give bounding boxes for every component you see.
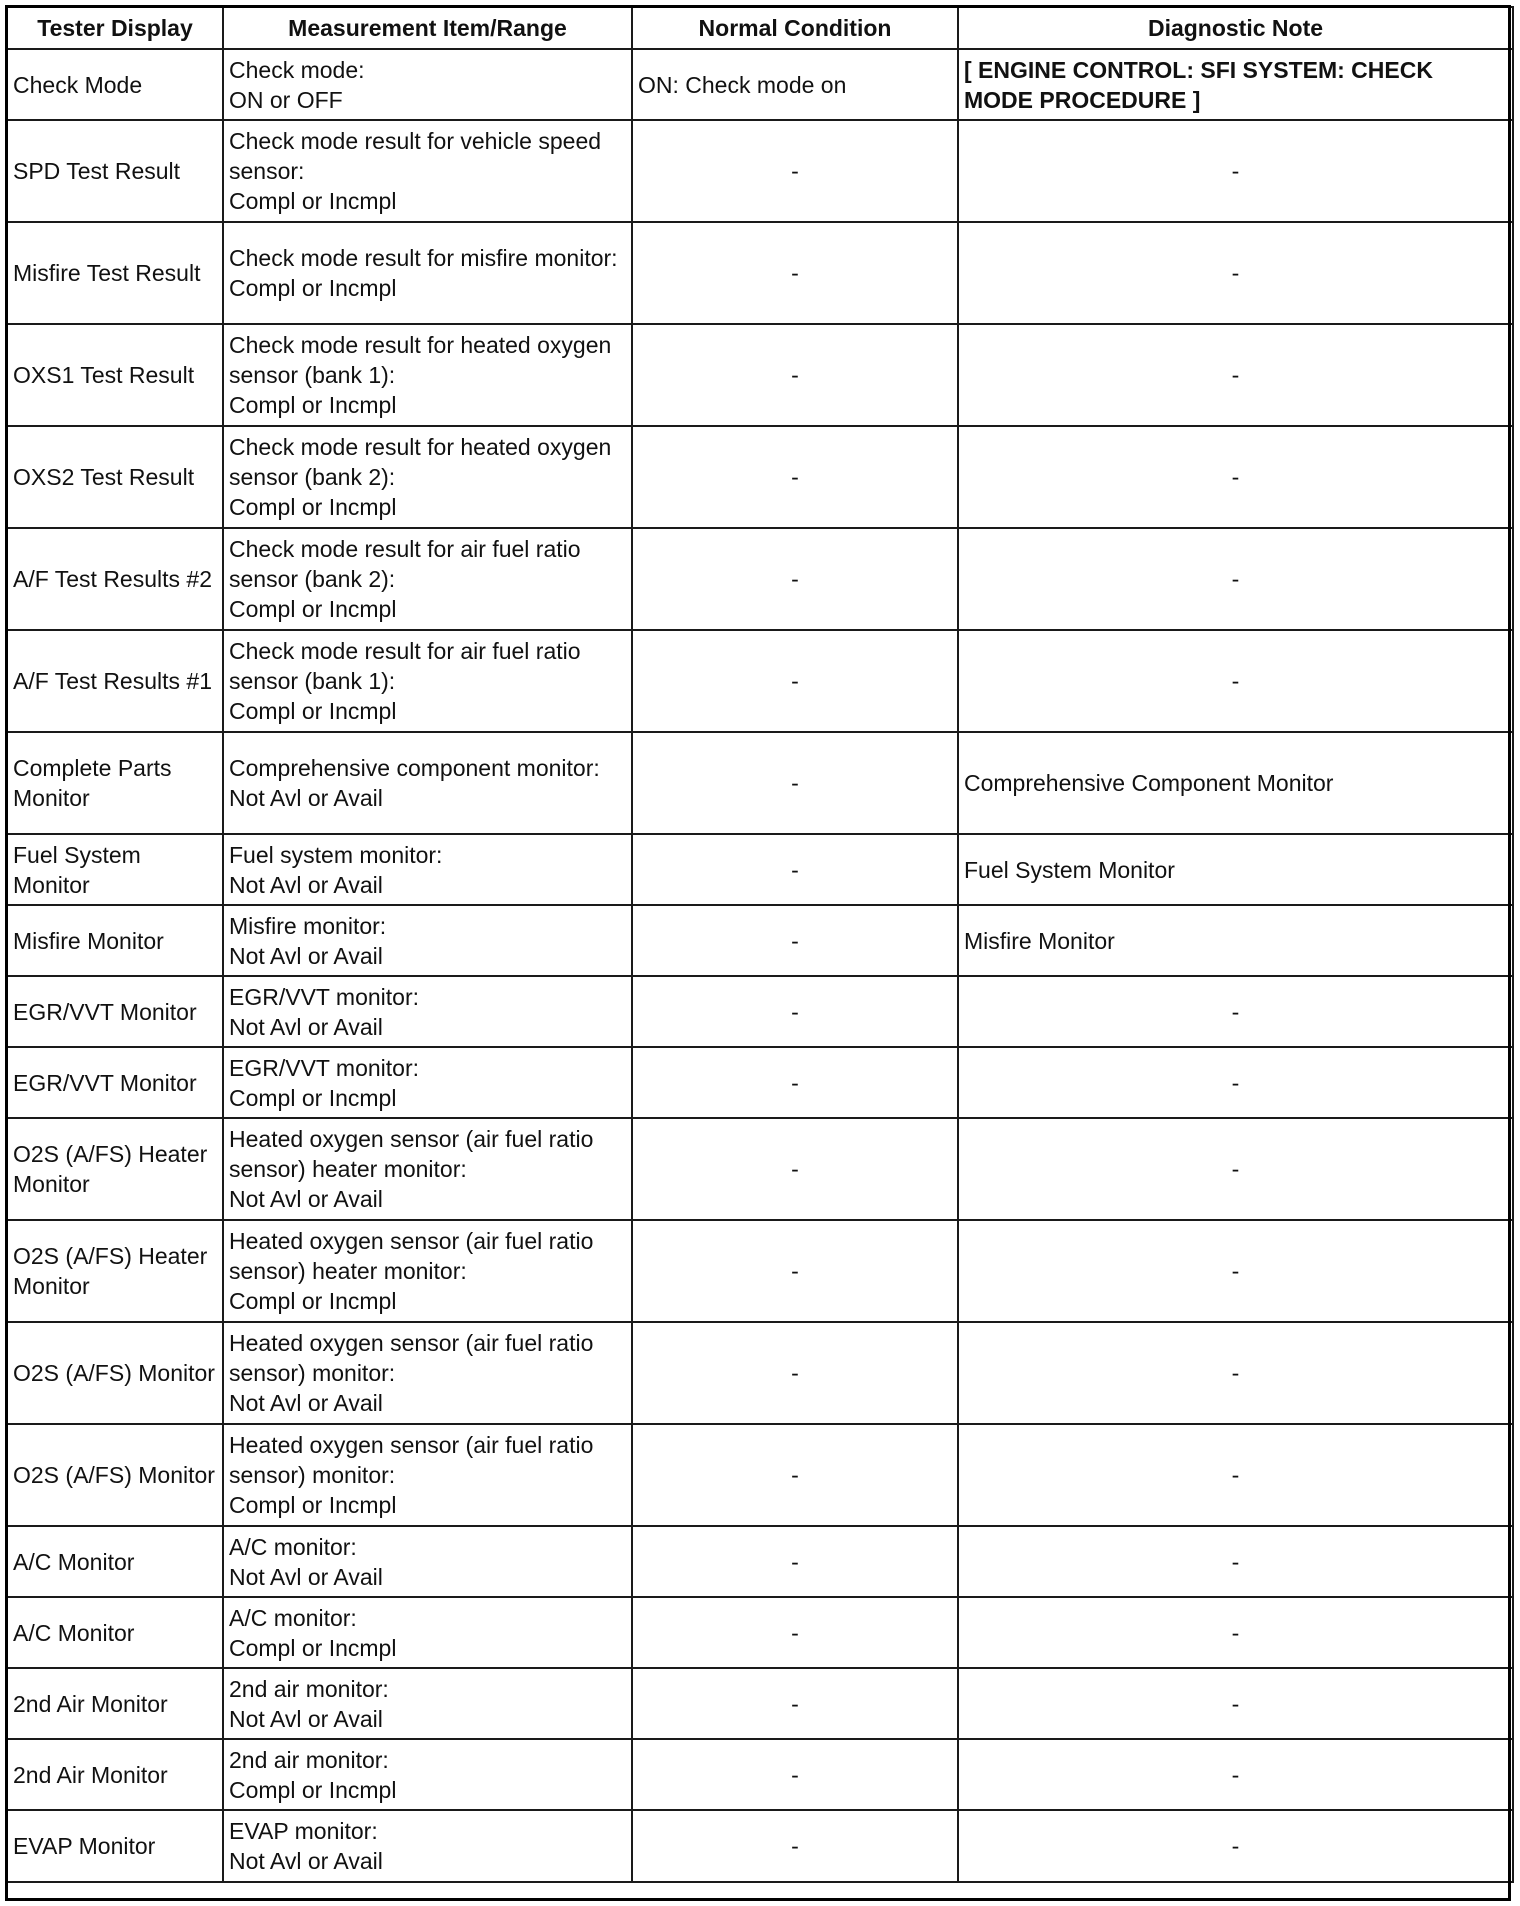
measurement-item-cell: EGR/VVT monitor: Not Avl or Avail [223,976,632,1047]
tester-display-cell: Misfire Test Result [7,222,223,324]
measurement-item-cell: Check mode result for vehicle speed sensor: Compl or Incmpl [223,120,632,222]
table-row [7,222,1513,324]
tester-display-cell: Misfire Monitor [7,905,223,976]
tester-display-cell: A/C Monitor [7,1597,223,1668]
table-row [7,976,1513,1047]
tester-display-cell: Complete Parts Monitor [7,732,223,834]
normal-condition-cell: - [632,1424,958,1526]
header-normal-condition: Normal Condition [632,7,958,49]
diagnostic-note-cell: - [958,1810,1513,1882]
measurement-item-cell: EGR/VVT monitor: Compl or Incmpl [223,1047,632,1118]
measurement-item-cell: Comprehensive component monitor: Not Avl or Avail [223,732,632,834]
table-row [7,1597,1513,1668]
measurement-item-cell: Check mode result for heated oxygen sensor (bank 2): Compl or Incmpl [223,426,632,528]
normal-condition-cell: - [632,976,958,1047]
tester-display-cell: 2nd Air Monitor [7,1668,223,1739]
measurement-item-cell: A/C monitor: Not Avl or Avail [223,1526,632,1597]
measurement-item-cell: EVAP monitor: Not Avl or Avail [223,1810,632,1882]
tester-display-cell: Fuel System Monitor [7,834,223,905]
measurement-item-cell: Misfire monitor: Not Avl or Avail [223,905,632,976]
tester-display-cell: OXS1 Test Result [7,324,223,426]
tester-display-cell: A/F Test Results #2 [7,528,223,630]
normal-condition-cell: - [632,324,958,426]
measurement-item-cell: Heated oxygen sensor (air fuel ratio sensor) heater monitor: Compl or Incmpl [223,1220,632,1322]
diagnostic-note-cell: - [958,1047,1513,1118]
diagnostic-note-cell: - [958,1668,1513,1739]
diagnostic-note-cell: - [958,1118,1513,1220]
normal-condition-cell: - [632,1810,958,1882]
tester-display-cell: A/F Test Results #1 [7,630,223,732]
header-diagnostic-note: Diagnostic Note [958,7,1513,49]
normal-condition-cell: - [632,732,958,834]
diagnostic-note-cell: - [958,324,1513,426]
diagnostic-note-cell: - [958,976,1513,1047]
header-row [7,7,1513,49]
diagnostic-note-cell: - [958,1322,1513,1424]
tester-display-cell: O2S (A/FS) Monitor [7,1424,223,1526]
table-row [7,1322,1513,1424]
normal-condition-cell: - [632,1526,958,1597]
diagnostic-note-cell: - [958,1220,1513,1322]
measurement-item-cell: Fuel system monitor: Not Avl or Avail [223,834,632,905]
diagnostic-note-cell: - [958,120,1513,222]
table-row [7,630,1513,732]
measurement-item-cell: Heated oxygen sensor (air fuel ratio sensor) monitor: Compl or Incmpl [223,1424,632,1526]
diagnostic-note-cell: - [958,222,1513,324]
diagnostic-note-cell: Misfire Monitor [958,905,1513,976]
header-measurement-item: Measurement Item/Range [223,7,632,49]
table-row [7,1118,1513,1220]
measurement-item-cell: Heated oxygen sensor (air fuel ratio sensor) monitor: Not Avl or Avail [223,1322,632,1424]
diagnostic-note-cell: - [958,1739,1513,1810]
table-row [7,1526,1513,1597]
normal-condition-cell: - [632,1668,958,1739]
measurement-item-cell: Check mode result for air fuel ratio sensor (bank 1): Compl or Incmpl [223,630,632,732]
diagnostic-note-cell: - [958,528,1513,630]
header-tester-display: Tester Display [7,7,223,49]
table-row [7,1047,1513,1118]
diagnostic-note-cell: Fuel System Monitor [958,834,1513,905]
normal-condition-cell: - [632,120,958,222]
table-row [7,528,1513,630]
table-row [7,426,1513,528]
measurement-item-cell: Check mode result for air fuel ratio sensor (bank 2): Compl or Incmpl [223,528,632,630]
measurement-item-cell: Heated oxygen sensor (air fuel ratio sensor) heater monitor: Not Avl or Avail [223,1118,632,1220]
tester-display-cell: EGR/VVT Monitor [7,1047,223,1118]
measurement-item-cell: A/C monitor: Compl or Incmpl [223,1597,632,1668]
diagnostic-note-link[interactable]: [ ENGINE CONTROL: SFI SYSTEM: CHECK MODE PROCEDURE ] [958,49,1513,120]
diagnostic-note-cell: - [958,1526,1513,1597]
table-row [7,120,1513,222]
table-row [7,1424,1513,1526]
table-row [7,1739,1513,1810]
normal-condition-cell: - [632,1597,958,1668]
table-row [7,834,1513,905]
table-row [7,1668,1513,1739]
tester-display-cell: A/C Monitor [7,1526,223,1597]
normal-condition-cell: - [632,1739,958,1810]
tester-display-cell: OXS2 Test Result [7,426,223,528]
normal-condition-cell: ON: Check mode on [632,49,958,120]
measurement-item-cell: Check mode result for heated oxygen sensor (bank 1): Compl or Incmpl [223,324,632,426]
table-row [7,1810,1513,1882]
diagnostic-note-cell: - [958,630,1513,732]
normal-condition-cell: - [632,630,958,732]
diagnostic-note-cell: - [958,426,1513,528]
normal-condition-cell: - [632,834,958,905]
table-row [7,905,1513,976]
normal-condition-cell: - [632,905,958,976]
tester-display-cell: EGR/VVT Monitor [7,976,223,1047]
normal-condition-cell: - [632,528,958,630]
tester-display-cell: 2nd Air Monitor [7,1739,223,1810]
diagnostic-note-cell: - [958,1424,1513,1526]
tester-display-cell: SPD Test Result [7,120,223,222]
normal-condition-cell: - [632,1322,958,1424]
normal-condition-cell: - [632,1047,958,1118]
table-row [7,49,1513,120]
diagnostic-data-table [6,6,1514,1883]
diagnostic-note-cell: Comprehensive Component Monitor [958,732,1513,834]
tester-display-cell: O2S (A/FS) Heater Monitor [7,1118,223,1220]
measurement-item-cell: 2nd air monitor: Compl or Incmpl [223,1739,632,1810]
table-row [7,732,1513,834]
tester-display-cell: O2S (A/FS) Monitor [7,1322,223,1424]
normal-condition-cell: - [632,1118,958,1220]
measurement-item-cell: 2nd air monitor: Not Avl or Avail [223,1668,632,1739]
diagnostic-note-cell: - [958,1597,1513,1668]
normal-condition-cell: - [632,1220,958,1322]
measurement-item-cell: Check mode: ON or OFF [223,49,632,120]
table-row [7,1220,1513,1322]
measurement-item-cell: Check mode result for misfire monitor: Compl or Incmpl [223,222,632,324]
table-row [7,324,1513,426]
normal-condition-cell: - [632,222,958,324]
normal-condition-cell: - [632,426,958,528]
tester-display-cell: Check Mode [7,49,223,120]
tester-display-cell: O2S (A/FS) Heater Monitor [7,1220,223,1322]
tester-display-cell: EVAP Monitor [7,1810,223,1882]
